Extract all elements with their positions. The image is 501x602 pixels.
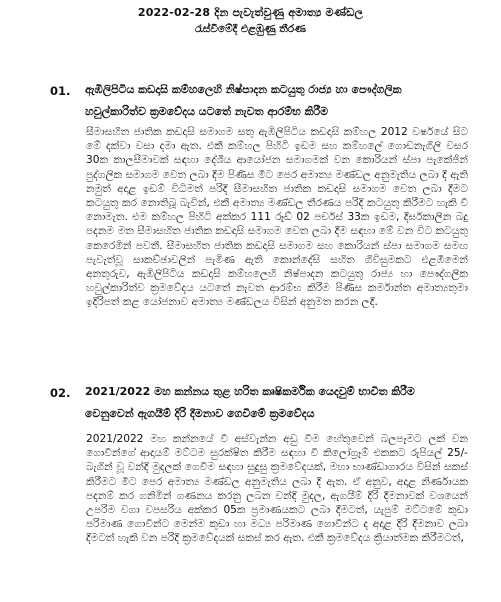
document-header-line1: 2022-02-28 දින පැවැත්වුණු අමාත්‍ය මණ්ඩල bbox=[137, 6, 364, 19]
document-header-line2: රැස්වීමේදී එළඹුණු තීරණ bbox=[195, 23, 306, 35]
section-number: 02. bbox=[50, 386, 71, 400]
section-number: 01. bbox=[50, 84, 71, 98]
section-title: 2021/2022 මහ කන්නය තුළ හරිත කෘෂිකර්මික යෙදවුම් භාවිත කිරීම වෙනුවෙන් ඇගයීම් දිරි දීමනාව ගෙවීමේ ක්‍රමවේදය bbox=[85, 385, 415, 420]
section-title: ඇඹිලිපිටිය කඩදාසි කම්හලෙහි නිෂ්පාදන කටයුතු රාජ්‍ය හා පෞද්ගලික හවුල්කාරිත්ව ක්‍රමවේදය යටතේ නැවත ආරම්භ කිරීම bbox=[85, 83, 402, 118]
section-body: 2021/2022 මහ කන්නයේ වී අස්වැන්න අඩු වීම හේතුවෙන් බලපෑමට ලක් වන ගොවීන්ගේ ආදායම් මට්ටම සුරක්ෂිත කිරීම සඳහා වී කිලෝග්‍රෑම් එකකට රුපියල් 25/- බැගින් වූ වන්දි මුදලක් ගෙවීම සඳහා සුදුසු ක්‍රමවේදයක්, මහා භාණ්ඩාගාරය විසින් සකස් කිරීමට මීට පෙර අමාත්‍ය මණ්ඩල අනුමැතිය ලබා දී ඇත. ඒ අනුව, අදාළ නිර්ණායක පදනම් කර ගනිමින් ගණනය කරනු ලබන වන්දි මුදල, ඇගයීම් දිරි දීමනාවක් වශයෙන් උපරිම වගා වපසරිය අක්කර 05ක ප්‍රමාණයකට ලබා දීමටත්, යැපුම් මට්ටමේ කුඩා පරිමාණ ගොවීන්ට මෙන්ම කුඩා හා මධ්‍ය පරිමාණ ගොවීන්ට ද අදාළ දිරි දීමනාව ලබා දීමටත් හැකි වන පරිදි ක්‍රමවේදයක් සකස් කර ඇත. එකී ක්‍රමවේදය ක්‍රියාත්මක කිරීමටත්, bbox=[86, 433, 468, 545]
section-body: සීමාසහිත ජාතික කඩදාසි සමාගම සතු ඇඹිලිපිටිය කඩදාසි කම්හල 2012 වර්ෂයේ සිට මේ දක්වා වසා දමා ඇත. එකී කම්හල පිහිටි ඉඩම සහ කම්හලේ ගොඩනැගිලි වසර 30ක කාලසීමාවක් සඳහා දේශීය ආයෝජන සමාගමක් වන කොරියන් ස්පා පැකේජින් පුද්ගලික සමාගම වෙත ලබා දීම පිණිස මීට පෙර අමාත්‍ය මණ්ඩල අනුමැතිය ලබා දී ඇති නමුත් අදාළ ඉඩම් විධිමත් පරිදි සීමාසහිත ජාතික කඩදාසි සමාගම වෙත ලබා දීමට කටයුතු කර නොතිබූ බැවින්, එකී අමාත්‍ය මණ්ඩල තීරණය පරිදි කටයුතු කිරීමට හැකි වී නොමැත. එම කම්හල පිහිටි අක්කර 111 රූඩ් 02 පර්චස් 33ක ඉඩම, දීර්ඝකාලීන බදු පදනම මත සීමාසහිත ජාතික කඩදාසි සමාගම වෙත ලබා දීම සඳහා මේ වන විට කටයුතු කෙරෙමින් පවතී. සීමාසහිත ජාතික කඩදාසි සමාගම සහ කොරියන් ස්පා සමාගම සමඟ පැවැත්වූ සාකච්ඡාවලින් පැමිණ ඇති කොන්දේසි සහිත ගිවිසුමකට එළඹීමෙන් අනතුරුව, ඇඹිලිපිටිය කඩදාසි කම්හලෙහි නිෂ්පාදන කටයුතු රාජ්‍ය හා පෞද්ගලික හවුල්කාරිත්ව ක්‍රමවේදය යටතේ නැවත ආරම්භ කිරීම පිණිස කර්මාන්ත අමාත්‍යතුමා ඉදිරිපත් කළ යෝජනාව අමාත්‍ය මණ්ඩලය විසින් අනුමත කරන ලදී. bbox=[86, 126, 468, 309]
